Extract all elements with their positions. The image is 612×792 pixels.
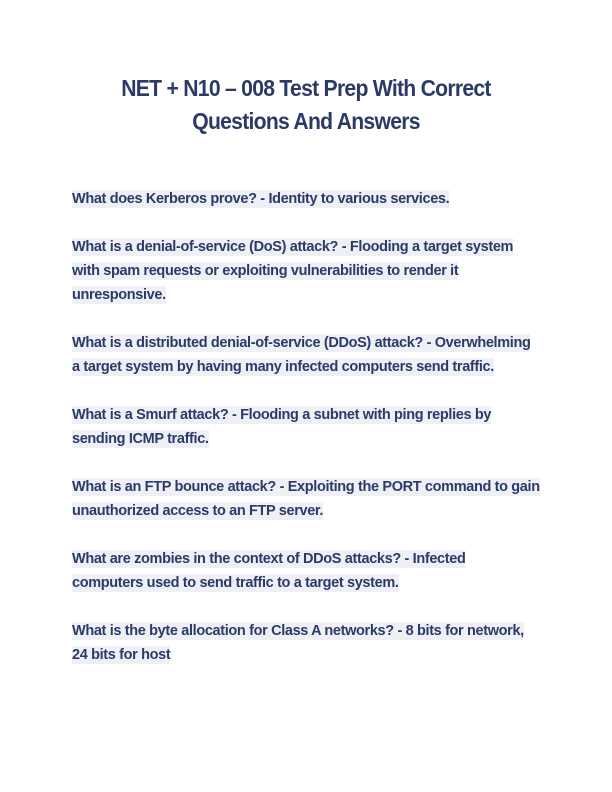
qa-text: What is an FTP bounce attack? - Exploiting the PORT command to gain unauthorized access to an FTP server. [72, 479, 540, 519]
qa-text: What is a Smurf attack? - Flooding a subnet with ping replies by sending ICMP traffic. [72, 407, 492, 447]
qa-text: What does Kerberos prove? - Identity to various services. [72, 191, 450, 207]
qa-text: What is a distributed denial-of-service (DDoS) attack? - Overwhelming a target system by having many infected computers send traffic. [72, 335, 531, 375]
qa-item-ddos [72, 331, 540, 379]
qa-item-kerberos [72, 187, 540, 211]
title-line-1: NET + N10 – 008 Test Prep With Correct [121, 75, 491, 101]
qa-list [72, 187, 540, 691]
qa-item-smurf [72, 403, 540, 451]
qa-text: What are zombies in the context of DDoS attacks? - Infected computers used to send traffic to a target system. [72, 551, 466, 591]
page-title [76, 72, 536, 138]
qa-item-ftp-bounce [72, 475, 540, 523]
qa-item-zombies [72, 547, 540, 595]
title-line-2: Questions And Answers [192, 108, 420, 134]
qa-text: What is a denial-of-service (DoS) attack? - Flooding a target system with spam requests or exploiting vulnerabilities to render it unresponsive. [72, 239, 514, 303]
qa-text: What is the byte allocation for Class A networks? - 8 bits for network, 24 bits for host [72, 623, 524, 663]
qa-item-dos [72, 235, 540, 307]
qa-item-class-a [72, 619, 540, 667]
